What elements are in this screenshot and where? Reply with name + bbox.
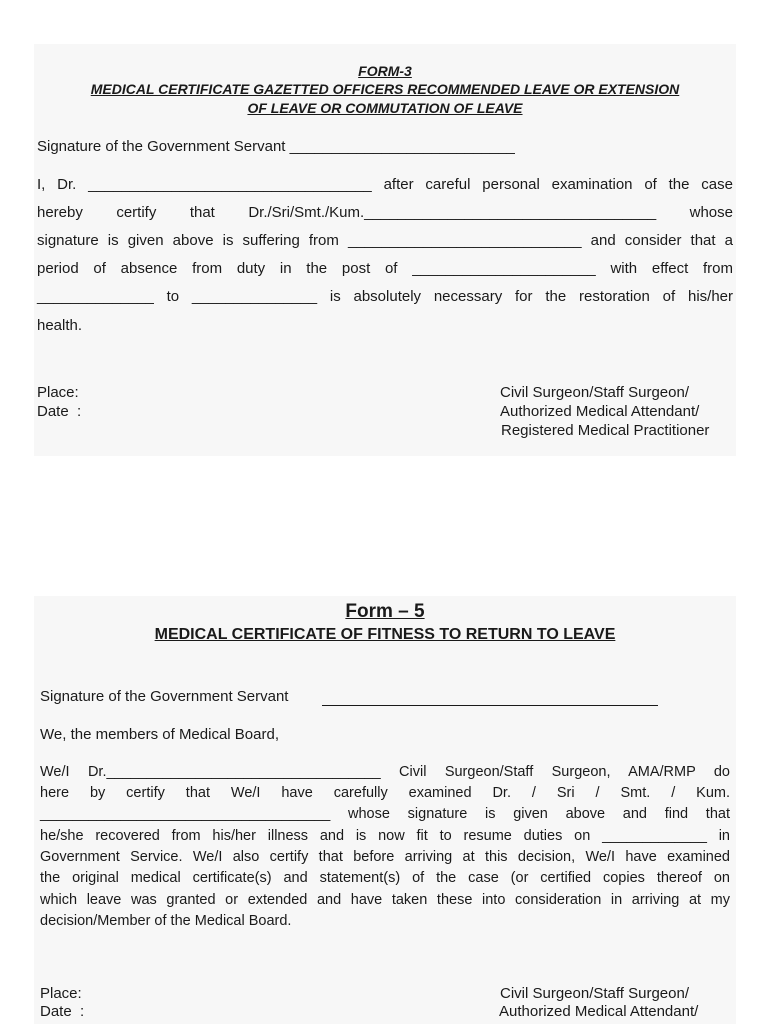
form3-signature-line: Signature of the Government Servant ___________________________ [37,138,515,155]
form3-signatory-line: Authorized Medical Attendant/ [500,403,700,420]
form5-body-line: he/she recovered from his/her illness and is now fit to resume duties on _____________ in [40,828,730,844]
form5-place-label: Place: [40,985,82,1002]
form5-signature-label: Signature of the Government Servant [40,688,289,705]
form3-signatory-line: Registered Medical Practitioner [501,422,710,439]
form3-subtitle-line1: MEDICAL CERTIFICATE GAZETTED OFFICERS RECOMMENDED LEAVE OR EXTENSION [90,81,680,97]
form5-body-line: We/I Dr.__________________________________ Civil Surgeon/Staff Surgeon, AMA/RMP do [40,764,730,780]
form5-body-line: decision/Member of the Medical Board. [40,913,292,929]
form3-signatory-line: Civil Surgeon/Staff Surgeon/ [500,384,690,401]
form5-signatory-line: Authorized Medical Attendant/ [499,1003,699,1020]
form3-subtitle-line2: OF LEAVE OR COMMUTATION OF LEAVE [247,100,523,116]
form5-body-line: Government Service. We/I also certify that before arriving at this decision, We/I have examined [40,849,730,865]
form3-date-label: Date : [37,403,82,420]
form3-body-line: health. [37,317,83,334]
form3-body-line: signature is given above is suffering from ____________________________ and consider that a [37,232,733,249]
form3-place-label: Place: [37,384,79,401]
form5-body-line: the original medical certificate(s) and statement(s) of the case (or certified copies thereof on [40,870,730,886]
form3-body-line: ______________ to _______________ is absolutely necessary for the restoration of his/her [37,288,733,305]
form5-body-line: which leave was granted or extended and have taken these into consideration in arriving at my [40,892,730,908]
form5-body-line: ____________________________________ whose signature is given above and find that [40,806,730,822]
form3-body-line: I, Dr. __________________________________ after careful personal examination of the case [37,176,733,193]
form3-title: FORM-3 [358,63,412,79]
form5-title: Form – 5 [345,601,425,622]
form5-subtitle: MEDICAL CERTIFICATE OF FITNESS TO RETURN TO LEAVE [154,626,616,643]
form5-body-line: here by certify that We/I have carefully examined Dr. / Sri / Smt. / Kum. [40,785,730,801]
form5-signatory-line: Civil Surgeon/Staff Surgeon/ [500,985,690,1002]
form3-body-line: hereby certify that Dr./Sri/Smt./Kum.___________________________________ whose [37,204,733,221]
form5-board-line: We, the members of Medical Board, [40,726,279,743]
form5-date-label: Date : [40,1003,85,1020]
form3-body-line: period of absence from duty in the post of ______________________ with effect from [37,260,733,277]
form5-signature-rule [322,705,658,706]
